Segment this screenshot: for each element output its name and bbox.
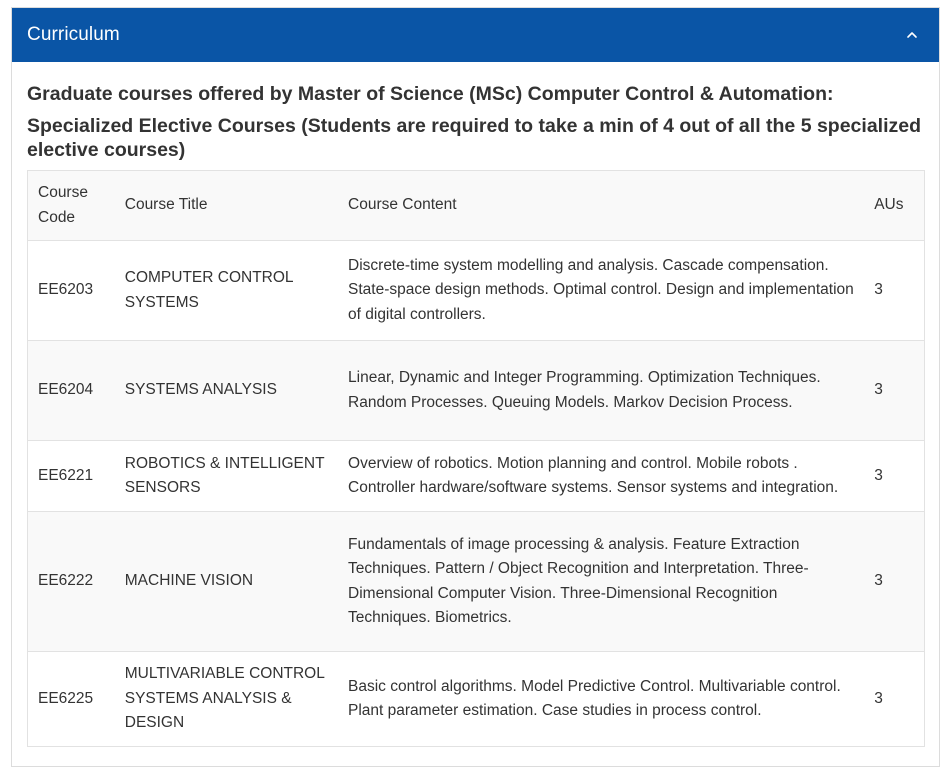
panel-body xyxy=(12,62,939,747)
table-header-row xyxy=(28,171,925,241)
course-code: EE6222 xyxy=(28,512,115,652)
course-title: SYSTEMS ANALYSIS xyxy=(115,341,338,441)
table-row xyxy=(28,441,925,512)
panel-title: Curriculum xyxy=(27,24,120,45)
course-aus: 3 xyxy=(864,512,924,652)
course-table xyxy=(27,170,925,747)
course-aus: 3 xyxy=(864,241,924,341)
course-code: EE6203 xyxy=(28,241,115,341)
course-content: Basic control algorithms. Model Predictive Control. Multivariable control. Plant parameter estimation. Case studies in process control. xyxy=(338,652,864,747)
course-aus: 3 xyxy=(864,441,924,512)
chevron-up-icon[interactable] xyxy=(901,24,923,46)
table-row xyxy=(28,652,925,747)
table-row xyxy=(28,341,925,441)
course-code: EE6204 xyxy=(28,341,115,441)
course-code: EE6225 xyxy=(28,652,115,747)
course-title: ROBOTICS & INTELLIGENT SENSORS xyxy=(115,441,338,512)
table-row xyxy=(28,241,925,341)
table-row xyxy=(28,512,925,652)
program-heading: Graduate courses offered by Master of Science (MSc) Computer Control & Automation: xyxy=(27,83,834,105)
course-content: Fundamentals of image processing & analysis. Feature Extraction Techniques. Pattern / Object Recognition and Interpretation. Three-Dimensional Computer Vision. Three-Dimensional Recognition Techniques. Biometrics. xyxy=(338,512,864,652)
column-header-title: Course Title xyxy=(115,171,338,241)
course-content: Discrete-time system modelling and analysis. Cascade compensation. State-space design methods. Optimal control. Design and implementation of digital controllers. xyxy=(338,241,864,341)
course-title: COMPUTER CONTROL SYSTEMS xyxy=(115,241,338,341)
curriculum-panel-header[interactable] xyxy=(12,8,939,62)
course-content: Linear, Dynamic and Integer Programming. Optimization Techniques. Random Processes. Queuing Models. Markov Decision Process. xyxy=(338,341,864,441)
elective-heading: Specialized Elective Courses (Students are required to take a min of 4 out of all the 5 specialized elective courses) xyxy=(27,115,922,161)
course-code: EE6221 xyxy=(28,441,115,512)
course-aus: 3 xyxy=(864,652,924,747)
curriculum-panel xyxy=(11,7,940,767)
column-header-code: Course Code xyxy=(28,171,115,241)
course-aus: 3 xyxy=(864,341,924,441)
column-header-content: Course Content xyxy=(338,171,864,241)
course-content: Overview of robotics. Motion planning and control. Mobile robots . Controller hardware/software systems. Sensor systems and integration. xyxy=(338,441,864,512)
course-title: MULTIVARIABLE CONTROL SYSTEMS ANALYSIS & DESIGN xyxy=(115,652,338,747)
column-header-aus: AUs xyxy=(864,171,924,241)
course-title: MACHINE VISION xyxy=(115,512,338,652)
